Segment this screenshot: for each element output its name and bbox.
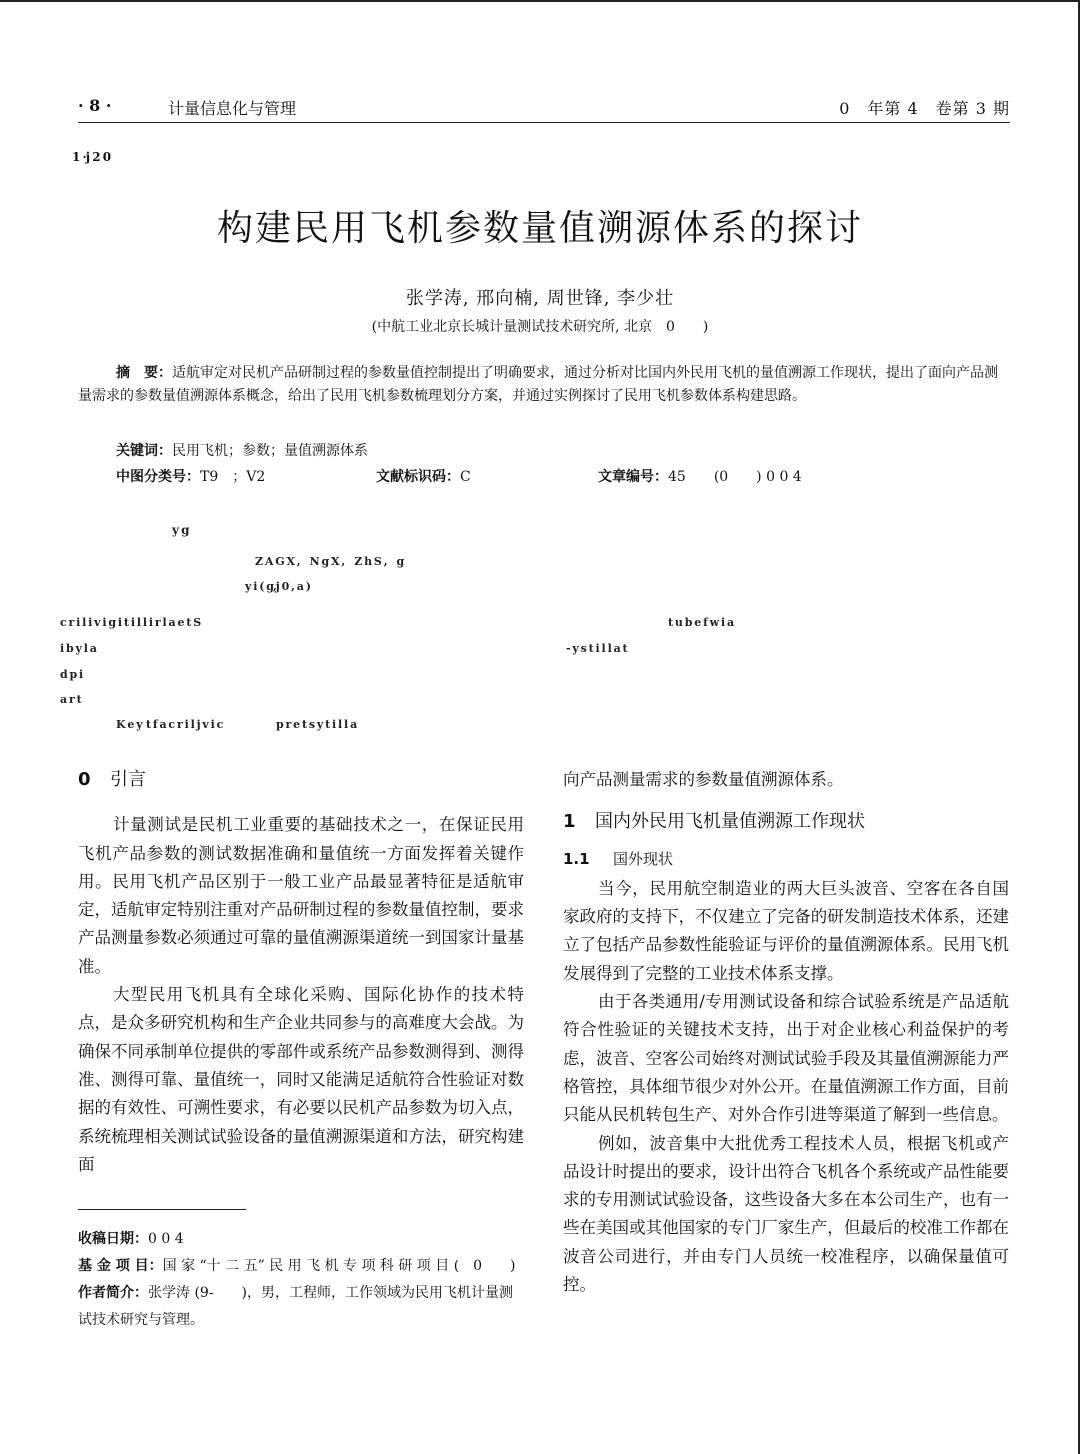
section-title: 国内外民用飞机量值溯源工作现状 — [595, 811, 865, 833]
english-keywords-label: K e y — [116, 718, 142, 731]
received-label: 收稿日期： — [78, 1231, 148, 1247]
bio-value: 张学涛 (9- )，男，工程师，工作领域为民用飞机计量测试技术研究与管理。 — [78, 1285, 514, 1328]
english-affiliation: y i ( g,j 0 , a ) — [245, 580, 310, 593]
doi-line: 1 ·j 2 0 — [72, 150, 111, 164]
section-heading-introduction — [78, 766, 524, 794]
paragraph: 计量测试是民机工业重要的基础技术之一，在保证民用飞机产品参数的测试数据准确和量值统一方面发挥着关键作用。民用飞机产品区别于一般工业产品最显著特征是适航审定，适航审定特别注重对产品研制过程的参数量值控制，要求产品测量参数必须通过可靠的量值溯源渠道统一到国家计量基准。 — [78, 815, 524, 976]
section-number: 0 — [78, 769, 91, 790]
subsection-number: 1.1 — [563, 849, 590, 868]
author-list: 张学涛, 邢向楠, 周世锋, 李少壮 — [405, 288, 675, 309]
english-abstract-line: a r t — [60, 693, 81, 706]
document-code — [376, 466, 471, 486]
subsection-heading-abroad — [563, 845, 1009, 873]
footnotes — [78, 1226, 524, 1334]
issue-info: 0 年第 4 卷第 3 期 — [839, 99, 1010, 118]
received-value: 0 0 4 — [148, 1231, 184, 1247]
english-keywords: p r e t s y t i l l a — [276, 718, 357, 731]
section-heading-status — [563, 808, 1009, 836]
section-number: 1 — [563, 811, 576, 833]
clc-number — [116, 466, 265, 486]
footnote-divider — [78, 1209, 246, 1210]
english-abstract-line: i b y l a — [60, 642, 96, 655]
clc-label: 中图分类号： — [116, 469, 200, 485]
paragraph: 当今，民用航空制造业的两大巨头波音、空客在各自国家政府的支持下，不仅建立了完备的研发制造技术体系，还建立了包括产品参数性能验证与评价的量值溯源体系。民用飞机发展得到了完整的工业技术体系支撑。 — [563, 878, 1009, 983]
english-abstract-line: - y s t i l l a t — [566, 642, 627, 655]
page-border-top — [0, 0, 1080, 2]
fund-label: 基 金 项 目： — [78, 1258, 163, 1274]
keywords — [116, 440, 368, 460]
document-code-value: C — [460, 469, 471, 485]
abstract — [78, 362, 1010, 408]
received-date — [78, 1226, 524, 1253]
bio-label: 作者简介： — [78, 1285, 148, 1301]
paragraph: 向产品测量需求的参数量值溯源体系。 — [563, 770, 844, 789]
affiliation: (中航工业北京长城计量测试技术研究所, 北京 0 ) — [371, 319, 709, 335]
keywords-label: 关键词： — [116, 443, 172, 459]
document-code-label: 文献标识码： — [376, 469, 460, 485]
keywords-text: 民用飞机；参数；量值溯源体系 — [172, 443, 368, 459]
article-number-label: 文章编号： — [598, 469, 668, 485]
subsection-title: 国外现状 — [613, 849, 674, 868]
abstract-text: 适航审定对民机产品研制过程的参数量值控制提出了明确要求，通过分析对比国内外民用飞机的量值溯源工作现状，提出了面向产品测量需求的参数量值溯源体系概念，给出了民用飞机参数梳理划分方案，并通过实例探讨了民用飞机参数体系构建思路。 — [78, 365, 998, 404]
page-number: · 8 · — [78, 96, 112, 115]
english-authors: Z A G X , N g X , Z h S , g — [255, 555, 404, 568]
fund-value: 国 家 “十 二 五” 民 用 飞 机 专 项 科 研 项 目 ( 0 ) — [162, 1258, 516, 1274]
fund-info — [78, 1253, 524, 1280]
english-keywords: t f a c r i l j v i c — [146, 718, 223, 731]
clc-value: T9 ；V2 — [200, 469, 266, 485]
paragraph: 例如，波音集中大批优秀工程技术人员，根据飞机或产品设计时提出的要求，设计出符合飞机各个系统或产品性能要求的专用测试试验设备，这些设备大多在本公司生产，也有一些在美国或其他国家的专门厂家生产，但最后的校准工作都在波音公司进行，并由专门人员统一校准程序，以确保量值可控。 — [563, 1133, 1009, 1295]
article-number — [598, 466, 802, 486]
english-abstract-line: t u b e f w i a — [668, 616, 734, 629]
paragraph: 由于各类通用/专用测试设备和综合试验系统是产品适航符合性验证的关键技术支持，出于对企业核心利益保护的考虑，波音、空客公司始终对测试试验手段及其量值溯源能力严格管控，具体细节很少对外公开。在量值溯源工作方面，目前只能从民机转包生产、对外合作引进等渠道了解到一些信息。 — [563, 992, 1009, 1125]
paragraph: 大型民用飞机具有全球化采购、国际化协作的技术特点，是众多研究机构和生产企业共同参与的高难度大会战。为确保不同承制单位提供的零部件或系统产品参数测得到、测得准、测得可靠、量值统一，同时又能满足适航符合性验证对数据的有效性、可溯性要求，有必要以民机产品参数为切入点，系统梳理相关测试试验设备的量值溯源渠道和方法，研究构建面 — [78, 985, 524, 1174]
running-head — [78, 96, 1010, 123]
abstract-label: 摘 要： — [116, 365, 172, 381]
journal-name: 计量信息化与管理 — [168, 99, 297, 118]
english-abstract-line: c r i l i v i g i t i l l i r l a e t S — [60, 616, 201, 629]
section-title: 引言 — [110, 769, 146, 790]
english-abstract-line: d p i — [60, 668, 83, 681]
right-column — [563, 766, 1009, 1299]
english-title: y g — [172, 523, 189, 537]
article-number-value: 45 (0 ) 0 0 4 — [668, 469, 802, 485]
author-bio — [78, 1280, 524, 1334]
left-column — [78, 766, 524, 1179]
article-title: 构建民用飞机参数量值溯源体系的探讨 — [216, 208, 863, 249]
